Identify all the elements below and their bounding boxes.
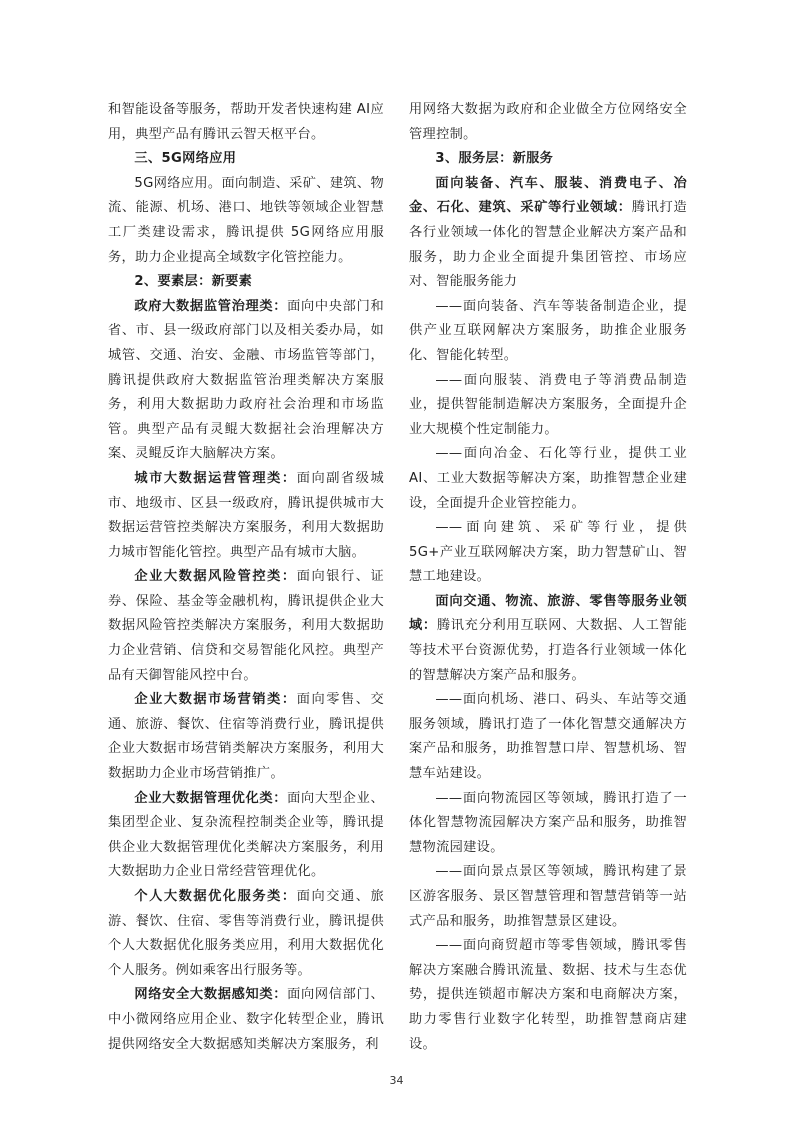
section-text: 腾讯打造各行业领域一体化的智慧企业解决方案产品和服务，助力企业全面提升集团管控、市场应对、智能服务能力	[409, 200, 687, 290]
section-label: 面向装备、汽车、服装、消费电子、冶金、石化、建筑、采矿等行业领域：	[409, 175, 687, 216]
list-item: ——面向景点景区等领域，腾讯构建了景区游客服务、景区智慧管理和智慧营销等一站式产品和服务，助推智慧景区建设。	[409, 864, 687, 929]
item-label: 城市大数据运营管理类：	[134, 470, 297, 486]
list-item: ——面向机场、港口、码头、车站等交通服务领域，腾讯打造了一体化智慧交通解决方案产品和服务，助推智慧口岸、智慧机场、智慧车站建设。	[409, 692, 687, 782]
list-item	[108, 983, 384, 1057]
list-item: ——面向装备、汽车等装备制造企业，提供产业互联网解决方案服务，助推企业服务化、智能化转型。	[409, 298, 687, 363]
item-text: 面向零售、交通、旅游、餐饮、住宿等消费行业，腾讯提供企业大数据市场营销类解决方案服务，利用大数据助力企业市场营销推广。	[108, 692, 384, 782]
item-text: 面向银行、证券、保险、基金等金融机构，腾讯提供企业大数据风险管控类解决方案服务，利用大数据助力企业营销、信贷和交易智能化风控。典型产品有天御智能风控中台。	[108, 569, 384, 683]
left-column	[108, 98, 384, 1057]
list-item: ——面向物流园区等领域，腾讯打造了一体化智慧物流园解决方案产品和服务，助推智慧物流园建设。	[409, 790, 687, 855]
item-text: 面向副省级城市、地级市、区县一级政府，腾讯提供城市大数据运营管控类解决方案服务，利用大数据助力城市智能化管控。典型产品有城市大脑。	[108, 470, 384, 560]
right-column	[409, 98, 687, 1057]
list-item	[108, 688, 384, 786]
paragraph: 5G网络应用。面向制造、采矿、建筑、物流、能源、机场、港口、地铁等领域企业智慧工厂类建设需求，腾讯提供 5G网络应用服务，助力企业提高全域数字化管控能力。	[108, 175, 384, 265]
section-heading: 2、要素层：新要素	[134, 274, 253, 290]
list-item: ——面向冶金、石化等行业，提供工业AI、工业大数据等解决方案，助推智慧企业建设，全面提升企业管控能力。	[409, 446, 687, 511]
list-item	[108, 787, 384, 885]
section-heading: 三、5G网络应用	[134, 151, 237, 167]
list-item	[108, 467, 384, 565]
list-item	[108, 565, 384, 688]
section-heading: 3、服务层：新服务	[435, 151, 554, 167]
item-text: 面向中央部门和省、市、县一级政府部门以及相关委办局，如城管、交通、治安、金融、市场监管等部门，腾讯提供政府大数据监管治理类解决方案服务，利用大数据助力政府社会治理和市场监管。典型产品有灵鲲大数据社会治理解决方案、灵鲲反诈大脑解决方案。	[108, 298, 384, 462]
list-item: ——面向商贸超市等零售领域，腾讯零售解决方案融合腾讯流量、数据、技术与生态优势，提供连锁超市解决方案和电商解决方案，助力零售行业数字化转型，助推智慧商店建设。	[409, 938, 687, 1052]
item-text: 面向大型企业、集团型企业、复杂流程控制类企业等，腾讯提供企业大数据管理优化类解决方案服务，利用大数据助力企业日常经营管理优化。	[108, 790, 384, 880]
list-item: ——面向建筑、采矿等行业，提供 5G+产业互联网解决方案，助力智慧矿山、智慧工地建设。	[409, 520, 687, 585]
paragraph	[409, 590, 687, 688]
item-text: 面向网信部门、中小微网络应用企业、数字化转型企业，腾讯提供网络安全大数据感知类解决方案服务，利	[108, 987, 384, 1052]
list-item	[108, 295, 384, 467]
section-label: 面向交通、物流、旅游、零售等服务业领域：	[409, 593, 687, 634]
list-item: ——面向服装、消费电子等消费品制造业，提供智能制造解决方案服务，全面提升企业大规模个性定制能力。	[409, 372, 687, 437]
item-label: 网络安全大数据感知类：	[134, 987, 288, 1003]
page-number: 34	[389, 1074, 404, 1087]
paragraph: 用网络大数据为政府和企业做全方位网络安全管理控制。	[409, 102, 687, 142]
item-label: 企业大数据管理优化类：	[134, 790, 288, 806]
paragraph	[409, 172, 687, 295]
section-text: 腾讯充分利用互联网、大数据、人工智能等技术平台资源优势，打造各行业领域一体化的智慧解决方案产品和服务。	[409, 618, 687, 683]
item-label: 企业大数据风险管控类：	[134, 569, 297, 585]
item-label: 政府大数据监管治理类：	[134, 298, 288, 314]
paragraph: 和智能设备等服务，帮助开发者快速构建 AI应用，典型产品有腾讯云智天枢平台。	[108, 102, 384, 142]
item-label: 个人大数据优化服务类：	[134, 889, 297, 904]
item-label: 企业大数据市场营销类：	[134, 692, 297, 708]
list-item	[108, 885, 384, 983]
item-text: 面向交通、旅游、餐饮、住宿、零售等消费行业，腾讯提供个人大数据优化服务类应用，利用大数据优化个人服务。例如乘客出行服务等。	[108, 889, 384, 978]
